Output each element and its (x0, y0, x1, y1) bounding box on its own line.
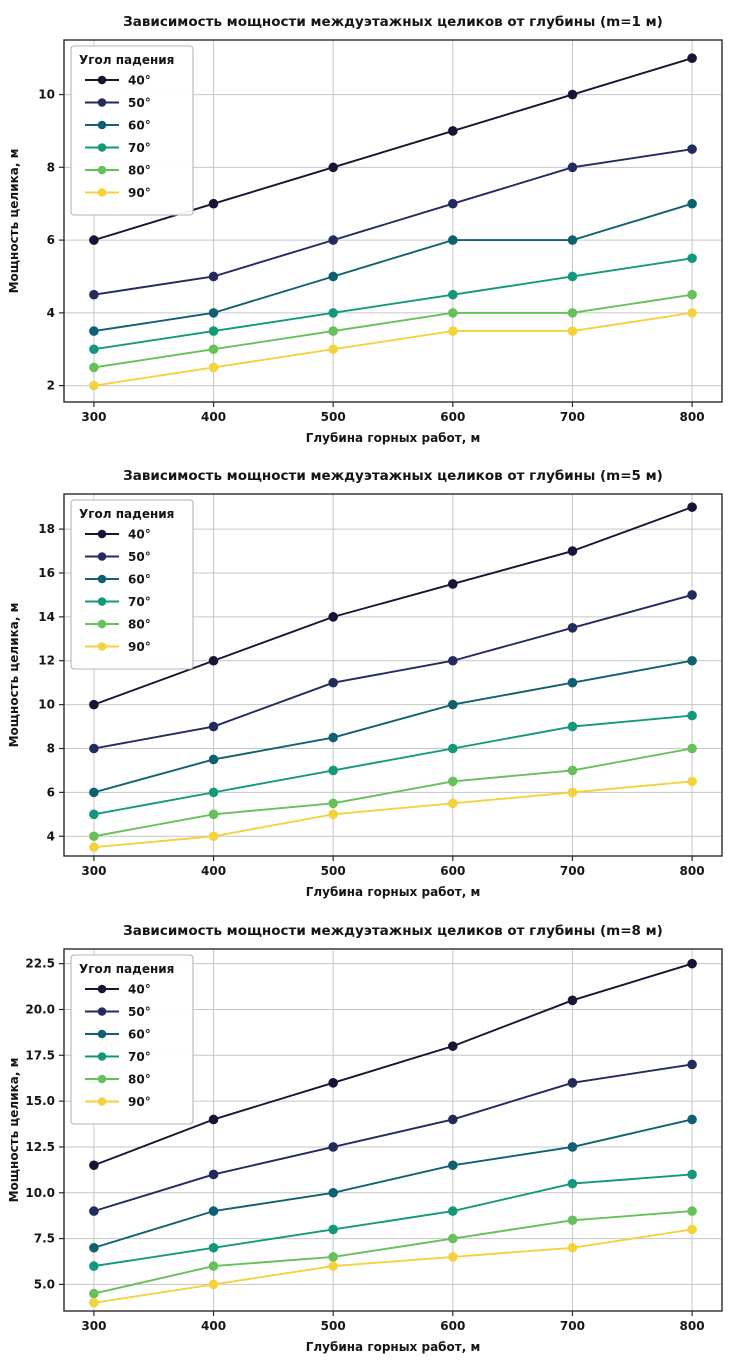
legend-entry-label: 80° (128, 1072, 151, 1087)
data-point-marker (329, 810, 338, 819)
y-tick-label: 7.5 (33, 1231, 55, 1246)
y-tick-label: 14 (38, 609, 55, 624)
legend-entry-label: 70° (128, 595, 151, 609)
series-line (94, 661, 692, 793)
y-tick-label: 10 (38, 697, 55, 712)
legend-entry-label: 60° (128, 572, 151, 587)
data-point-marker (329, 1079, 338, 1088)
legend-marker (98, 620, 107, 629)
data-point-marker (209, 656, 218, 665)
data-point-marker (209, 788, 218, 797)
data-point-marker (329, 1143, 338, 1152)
data-point-marker (449, 1115, 458, 1124)
y-tick-label: 20.0 (25, 1002, 55, 1017)
data-point-marker (449, 199, 458, 208)
y-tick-label: 2 (46, 378, 55, 393)
y-tick-label: 17.5 (25, 1048, 55, 1063)
chart-figure-m2 (0, 464, 756, 918)
x-tick-label: 600 (440, 1319, 466, 1333)
series-80deg (90, 290, 697, 371)
legend-entry-label: 80° (128, 163, 151, 178)
legend-marker (98, 1007, 107, 1016)
data-point-marker (449, 580, 458, 589)
data-point-marker (449, 1207, 458, 1216)
data-point-marker (688, 1060, 697, 1069)
data-point-marker (90, 290, 99, 299)
data-point-marker (209, 832, 218, 841)
legend-marker (98, 188, 107, 197)
data-point-marker (449, 799, 458, 808)
legend-box (71, 46, 193, 215)
data-point-marker (449, 777, 458, 786)
data-point-marker (568, 272, 577, 281)
series-90deg (90, 1225, 697, 1307)
data-point-marker (90, 788, 99, 797)
data-point-marker (568, 1216, 577, 1225)
legend-marker (98, 1052, 107, 1061)
data-point-marker (688, 711, 697, 720)
data-point-marker (568, 678, 577, 687)
series-60deg (90, 199, 697, 335)
legend-entry-label: 50° (128, 550, 151, 564)
y-tick-label: 12 (38, 653, 55, 668)
legend-marker (98, 642, 107, 651)
data-point-marker (329, 272, 338, 281)
data-point-marker (209, 810, 218, 819)
legend-entry-label: 60° (128, 118, 151, 133)
legend-entry-label: 90° (128, 1095, 151, 1109)
legend-entry-label: 80° (128, 617, 151, 632)
data-point-marker (688, 959, 697, 968)
legend-box (71, 955, 193, 1124)
data-point-marker (90, 744, 99, 753)
x-tick-label: 400 (201, 864, 227, 878)
y-tick-label: 15.0 (25, 1094, 55, 1109)
data-point-marker (209, 1280, 218, 1289)
data-point-marker (568, 90, 577, 99)
y-tick-label: 4 (46, 829, 55, 844)
data-point-marker (90, 381, 99, 390)
data-point-marker (449, 1042, 458, 1051)
data-point-marker (688, 1225, 697, 1234)
data-point-marker (329, 1262, 338, 1271)
y-axis-label: Мощность целика, м (7, 1057, 21, 1203)
series-70deg (90, 254, 697, 354)
data-point-marker (688, 503, 697, 512)
x-tick-label: 300 (81, 864, 107, 878)
data-point-marker (449, 1253, 458, 1262)
data-point-marker (329, 309, 338, 318)
data-point-marker (688, 1170, 697, 1179)
x-tick-label: 500 (320, 410, 346, 424)
data-point-marker (449, 700, 458, 709)
legend-entry-label: 90° (128, 186, 151, 200)
legend-marker (98, 552, 107, 561)
data-point-marker (688, 1207, 697, 1216)
series-line (94, 258, 692, 349)
legend-marker (98, 166, 107, 175)
x-tick-label: 400 (201, 1319, 227, 1333)
data-point-marker (688, 309, 697, 318)
y-tick-label: 10 (38, 87, 55, 102)
data-point-marker (209, 722, 218, 731)
data-point-marker (209, 1115, 218, 1124)
x-tick-label: 600 (440, 864, 466, 878)
data-point-marker (90, 363, 99, 372)
y-tick-label: 6 (46, 233, 55, 248)
x-tick-label: 700 (559, 410, 585, 424)
data-point-marker (568, 722, 577, 731)
data-point-marker (329, 327, 338, 336)
y-tick-label: 6 (46, 785, 55, 800)
data-point-marker (329, 766, 338, 775)
data-point-marker (90, 1298, 99, 1307)
x-tick-label: 500 (320, 864, 346, 878)
data-point-marker (90, 1262, 99, 1271)
x-tick-label: 700 (559, 1319, 585, 1333)
data-point-marker (449, 290, 458, 299)
data-point-marker (568, 766, 577, 775)
legend-box (71, 500, 193, 669)
data-point-marker (568, 547, 577, 556)
data-point-marker (688, 290, 697, 299)
data-point-marker (688, 656, 697, 665)
legend-marker (98, 143, 107, 152)
x-tick-label: 600 (440, 410, 466, 424)
x-tick-label: 400 (201, 410, 227, 424)
chart-figure-m3 (0, 918, 756, 1361)
x-axis-label: Глубина горных работ, м (305, 431, 481, 445)
data-point-marker (329, 1188, 338, 1197)
data-point-marker (568, 1179, 577, 1188)
legend-marker (98, 597, 107, 606)
data-point-marker (688, 199, 697, 208)
chart-svg-2 (0, 918, 756, 1361)
legend-entry-label: 50° (128, 1005, 151, 1019)
data-point-marker (568, 1079, 577, 1088)
legend-marker (98, 1097, 107, 1106)
series-90deg (90, 777, 697, 851)
legend-entry-label: 50° (128, 96, 151, 110)
x-axis-label: Глубина горных работ, м (305, 885, 481, 899)
x-axis-label: Глубина горных работ, м (305, 1340, 481, 1354)
data-point-marker (449, 744, 458, 753)
data-point-marker (688, 744, 697, 753)
series-90deg (90, 309, 697, 390)
x-tick-label: 500 (320, 1319, 346, 1333)
data-point-marker (568, 309, 577, 318)
data-point-marker (449, 1161, 458, 1170)
data-point-marker (209, 309, 218, 318)
data-point-marker (688, 1115, 697, 1124)
legend-entry-label: 40° (128, 527, 151, 542)
data-point-marker (688, 254, 697, 263)
data-point-marker (90, 810, 99, 819)
y-axis-label: Мощность целика, м (7, 602, 21, 748)
data-point-marker (688, 145, 697, 154)
legend-marker (98, 1030, 107, 1039)
legend-entry-label: 70° (128, 1050, 151, 1064)
data-point-marker (688, 777, 697, 786)
chart-title: Зависимость мощности междуэтажных целиков от глубины (m=5 м) (123, 468, 663, 484)
data-point-marker (209, 327, 218, 336)
x-tick-label: 800 (679, 410, 705, 424)
legend-marker (98, 985, 107, 994)
legend-entry-label: 40° (128, 982, 151, 997)
data-point-marker (209, 1243, 218, 1252)
data-point-marker (329, 733, 338, 742)
series-line (94, 781, 692, 847)
chart-svg-0 (0, 0, 756, 460)
legend-entry-label: 40° (128, 73, 151, 88)
y-tick-label: 16 (38, 565, 55, 580)
data-point-marker (329, 236, 338, 245)
y-tick-label: 12.5 (25, 1139, 55, 1154)
data-point-marker (90, 1207, 99, 1216)
data-point-marker (449, 127, 458, 136)
data-point-marker (209, 755, 218, 764)
series-line (94, 295, 692, 368)
legend-title: Угол падения (79, 507, 175, 521)
data-point-marker (329, 163, 338, 172)
legend-entry-label: 70° (128, 141, 151, 155)
data-point-marker (329, 1225, 338, 1234)
chart-title: Зависимость мощности междуэтажных целиков от глубины (m=1 м) (123, 14, 663, 30)
data-point-marker (568, 327, 577, 336)
data-point-marker (329, 613, 338, 622)
series-60deg (90, 656, 697, 796)
data-point-marker (449, 1234, 458, 1243)
legend-marker (98, 575, 107, 584)
data-point-marker (568, 1243, 577, 1252)
chart-figure-m1 (0, 0, 756, 464)
legend-marker (98, 530, 107, 539)
x-tick-label: 300 (81, 410, 107, 424)
data-point-marker (90, 843, 99, 852)
x-tick-label: 300 (81, 1319, 107, 1333)
data-point-marker (90, 700, 99, 709)
data-point-marker (209, 1207, 218, 1216)
data-point-marker (90, 1243, 99, 1252)
x-tick-label: 700 (559, 864, 585, 878)
data-point-marker (209, 363, 218, 372)
data-point-marker (568, 236, 577, 245)
data-point-marker (568, 1143, 577, 1152)
data-point-marker (329, 799, 338, 808)
data-point-marker (209, 199, 218, 208)
data-point-marker (329, 345, 338, 354)
data-point-marker (90, 327, 99, 336)
legend-entry-label: 60° (128, 1027, 151, 1042)
legend-entry-label: 90° (128, 640, 151, 654)
y-tick-label: 5.0 (33, 1277, 55, 1292)
y-tick-label: 22.5 (25, 956, 55, 971)
y-tick-label: 8 (46, 741, 55, 756)
data-point-marker (688, 54, 697, 63)
x-tick-label: 800 (679, 1319, 705, 1333)
y-tick-label: 8 (46, 160, 55, 175)
legend-title: Угол падения (79, 962, 175, 976)
data-point-marker (90, 1161, 99, 1170)
data-point-marker (449, 236, 458, 245)
x-tick-label: 800 (679, 864, 705, 878)
data-point-marker (90, 1289, 99, 1298)
data-point-marker (329, 1253, 338, 1262)
y-tick-label: 4 (46, 305, 55, 320)
y-tick-label: 10.0 (25, 1185, 55, 1200)
chart-svg-1 (0, 464, 756, 914)
series-line (94, 313, 692, 386)
data-point-marker (568, 163, 577, 172)
data-point-marker (568, 624, 577, 633)
legend-marker (98, 98, 107, 107)
data-point-marker (568, 996, 577, 1005)
legend-marker (98, 121, 107, 130)
y-axis-label: Мощность целика, м (7, 148, 21, 294)
legend-title: Угол падения (79, 53, 175, 67)
data-point-marker (568, 788, 577, 797)
data-point-marker (688, 591, 697, 600)
data-point-marker (449, 656, 458, 665)
legend-marker (98, 1075, 107, 1084)
chart-title: Зависимость мощности междуэтажных целиков от глубины (m=8 м) (123, 923, 663, 939)
y-tick-label: 18 (38, 522, 55, 537)
legend-marker (98, 76, 107, 85)
data-point-marker (449, 309, 458, 318)
data-point-marker (209, 1262, 218, 1271)
data-point-marker (90, 832, 99, 841)
data-point-marker (209, 272, 218, 281)
series-line (94, 1229, 692, 1302)
data-point-marker (90, 345, 99, 354)
data-point-marker (449, 327, 458, 336)
data-point-marker (329, 678, 338, 687)
data-point-marker (90, 236, 99, 245)
data-point-marker (209, 1170, 218, 1179)
data-point-marker (209, 345, 218, 354)
